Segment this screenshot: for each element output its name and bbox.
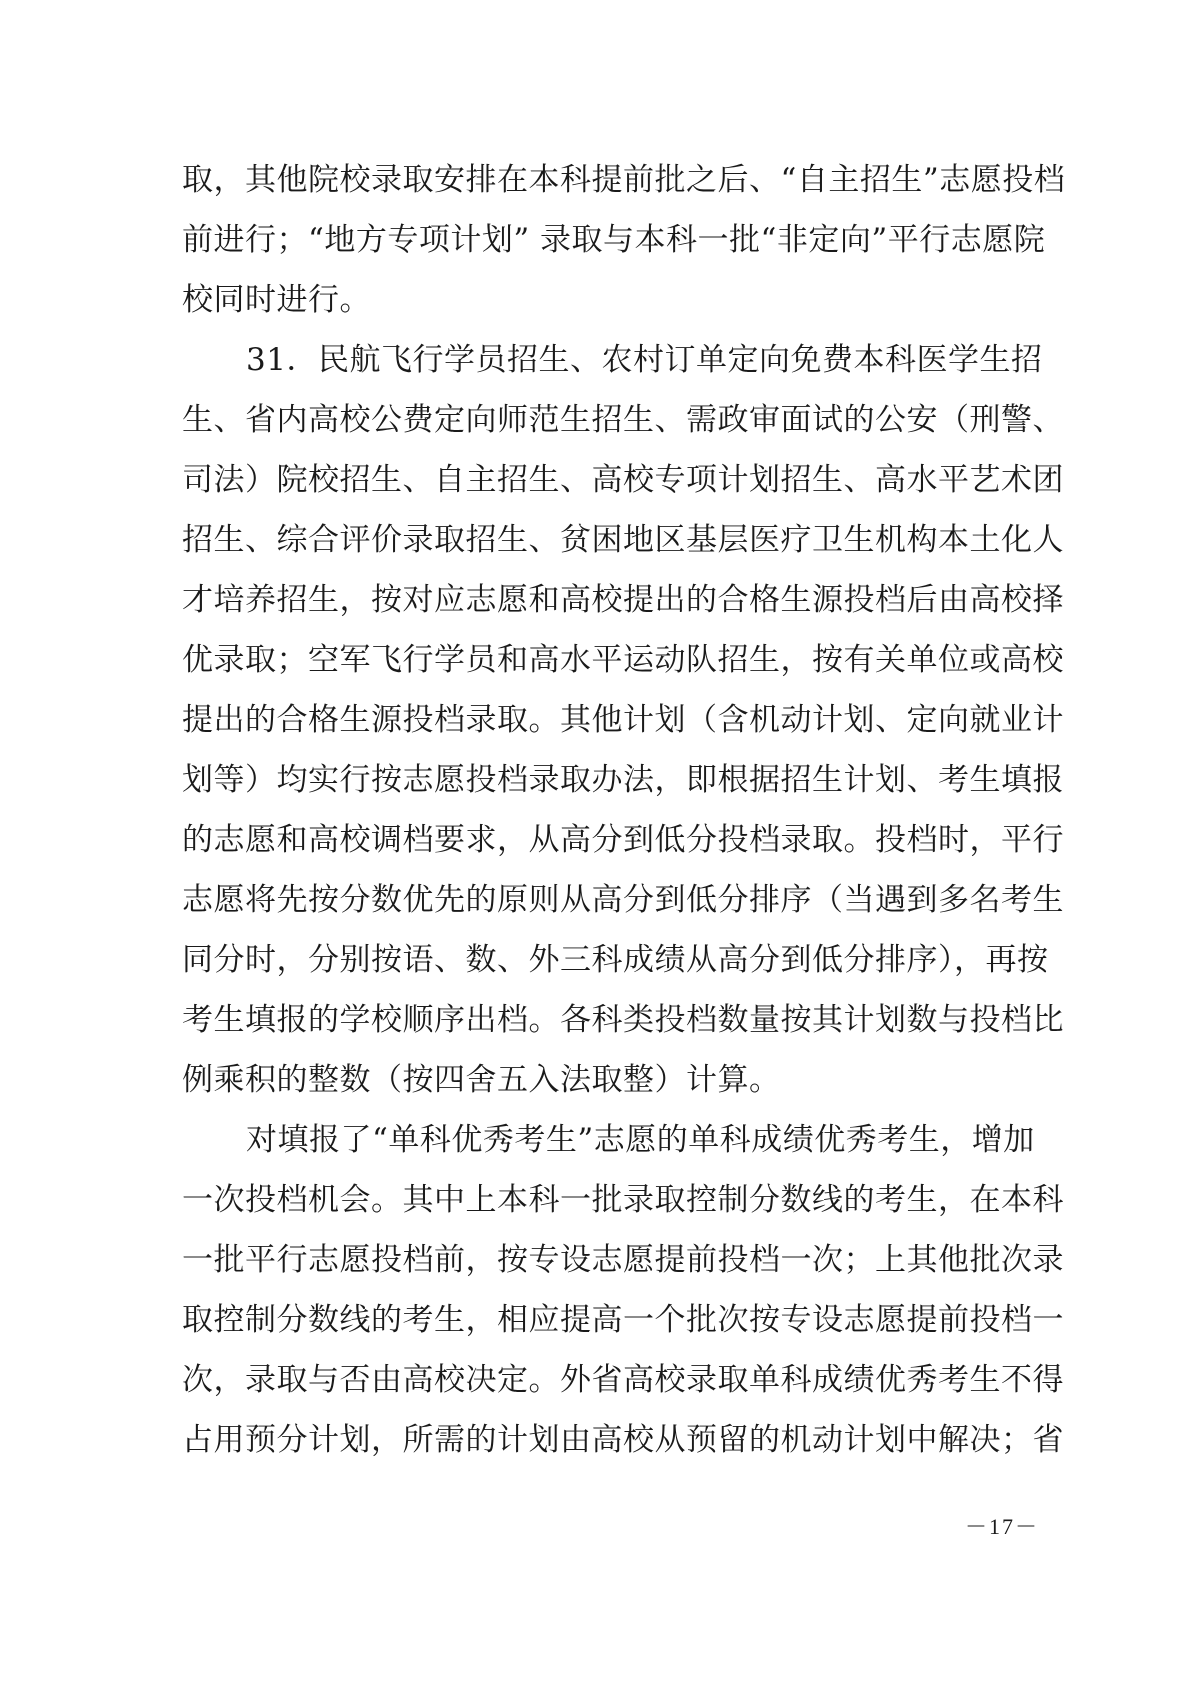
page-number: －17－	[965, 1514, 1040, 1539]
text-line: 划等）均实行按志愿投档录取办法，即根据招生计划、考生填报	[182, 762, 1064, 798]
document-body	[182, 150, 1066, 1470]
paragraph-2	[182, 330, 1064, 1110]
text-line: 前进行；“地方专项计划” 录取与本科一批“非定向”平行志愿院	[182, 222, 1046, 258]
text-line: 次，录取与否由高校决定。外省高校录取单科成绩优秀考生不得	[182, 1362, 1064, 1398]
text-line: 招生、综合评价录取招生、贫困地区基层医疗卫生机构本土化人	[182, 522, 1064, 558]
text-line: 例乘积的整数（按四舍五入法取整）计算。	[182, 1062, 781, 1098]
text-line: 一批平行志愿投档前，按专设志愿提前投档一次；上其他批次录	[182, 1242, 1064, 1278]
text-line: 校同时进行。	[182, 282, 371, 318]
text-line: 占用预分计划，所需的计划由高校从预留的机动计划中解决；省	[182, 1422, 1064, 1458]
text-line: 取，其他院校录取安排在本科提前批之后、“自主招生”志愿投档	[182, 162, 1066, 198]
text-line: 司法）院校招生、自主招生、高校专项计划招生、高水平艺术团	[182, 462, 1064, 498]
text-line: 优录取；空军飞行学员和高水平运动队招生，按有关单位或高校	[182, 642, 1064, 678]
paragraph-1	[182, 150, 1066, 330]
text-line: 的志愿和高校调档要求，从高分到低分投档录取。投档时，平行	[182, 822, 1064, 858]
text-line: 志愿将先按分数优先的原则从高分到低分排序（当遇到多名考生	[182, 882, 1064, 918]
text-line: 才培养招生，按对应志愿和高校提出的合格生源投档后由高校择	[182, 582, 1064, 618]
text-line: 31．民航飞行学员招生、农村订单定向免费本科医学生招	[246, 342, 1043, 378]
text-line: 提出的合格生源投档录取。其他计划（含机动计划、定向就业计	[182, 702, 1064, 738]
text-line: 生、省内高校公费定向师范生招生、需政审面试的公安（刑警、	[182, 402, 1064, 438]
text-line: 对填报了“单科优秀考生”志愿的单科成绩优秀考生，增加	[246, 1122, 1035, 1158]
text-line: 取控制分数线的考生，相应提高一个批次按专设志愿提前投档一	[182, 1302, 1064, 1338]
paragraph-3	[182, 1110, 1064, 1470]
text-line: 考生填报的学校顺序出档。各科类投档数量按其计划数与投档比	[182, 1002, 1064, 1038]
text-line: 一次投档机会。其中上本科一批录取控制分数线的考生，在本科	[182, 1182, 1064, 1218]
text-line: 同分时，分别按语、数、外三科成绩从高分到低分排序），再按	[182, 942, 1049, 978]
